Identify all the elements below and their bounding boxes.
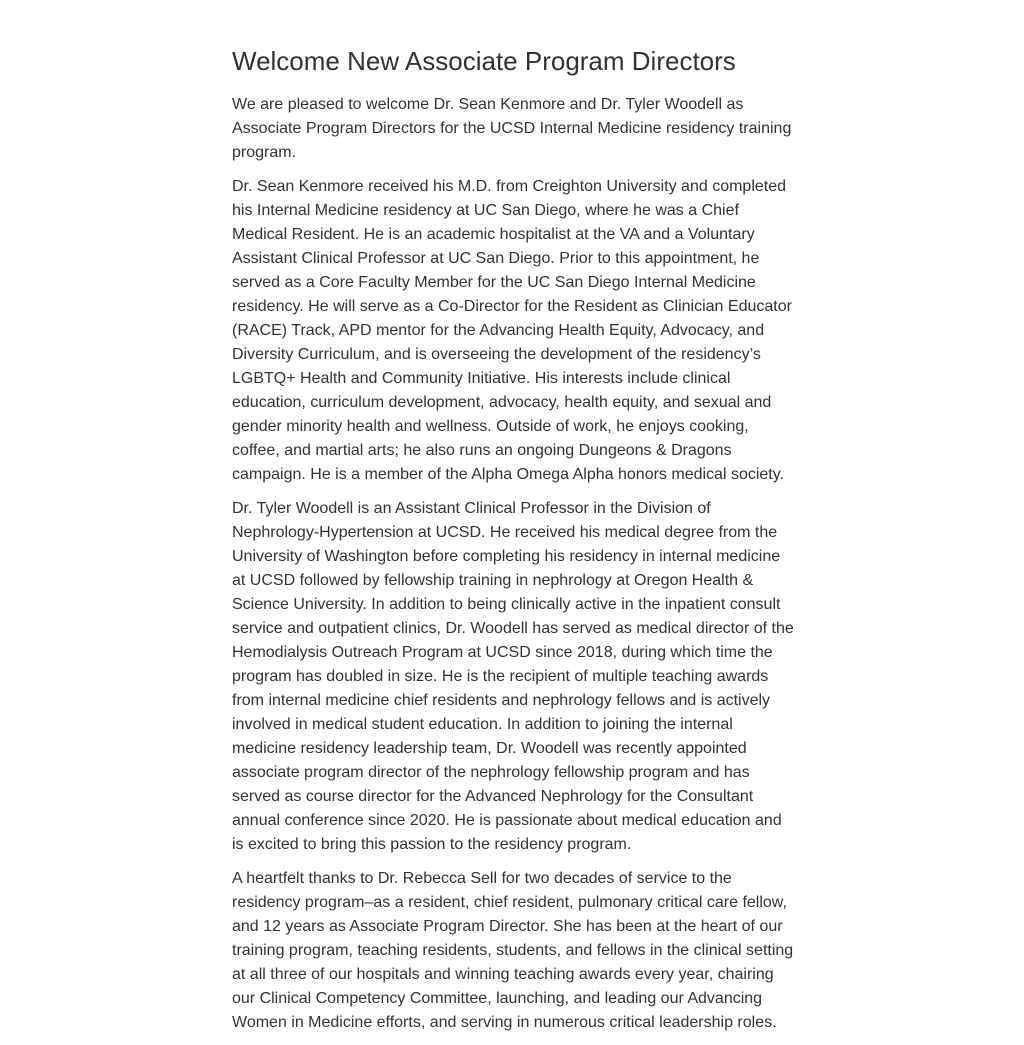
kenmore-bio-paragraph: Dr. Sean Kenmore received his M.D. from Creighton University and completed his Internal Medicine residency at UC San Diego, where he was a Chief Medical Resident. He is an academic hospitalist at the VA and a Voluntary Assistant Clinical Professor at UC San Diego. Prior to this appointment, he served as a Core Faculty Member for the UC San Diego Internal Medicine residency. He will serve as a Co-Director for the Resident as Clinician Educator (RACE) Track, APD mentor for the Advancing Health Equity, Advocacy, and Diversity Curriculum, and is overseeing the development of the residency’s LGBTQ+ Health and Community Initiative. His interests include clinical education, curriculum development, advocacy, health equity, and sexual and gender minority health and wellness. Outside of work, he enjoys cooking, coffee, and martial arts; he also runs an ongoing Dungeons & Dragons campaign. He is a member of the Alpha Omega Alpha honors medical society. (232, 178, 792, 483)
intro-paragraph: We are pleased to welcome Dr. Sean Kenmore and Dr. Tyler Woodell as Associate Program Directors for the UCSD Internal Medicine residency training program. (232, 96, 792, 161)
sell-thanks-paragraph: A heartfelt thanks to Dr. Rebecca Sell for two decades of service to the residency program–as a resident, chief resident, pulmonary critical care fellow, and 12 years as Associate Program Director. She has been at the heart of our training program, teaching residents, students, and fellows in the clinical setting at all three of our hospitals and winning teaching awards every year, chairing our Clinical Competency Committee, launching, and leading our Advancing Women in Medicine efforts, and serving in numerous critical leadership roles. (232, 870, 794, 1031)
article (232, 44, 796, 1045)
page-title: Welcome New Associate Program Directors (232, 46, 736, 76)
woodell-bio-paragraph: Dr. Tyler Woodell is an Assistant Clinical Professor in the Division of Nephrology-Hypertension at UCSD. He received his medical degree from the University of Washington before completing his residency in internal medicine at UCSD followed by fellowship training in nephrology at Oregon Health & Science University. In addition to being clinically active in the inpatient consult service and outpatient clinics, Dr. Woodell has served as medical director of the Hemodialysis Outreach Program at UCSD since 2018, during which time the program has doubled in size. He is the recipient of multiple teaching awards from internal medicine chief residents and nephrology fellows and is actively involved in medical student education. In addition to joining the internal medicine residency leadership team, Dr. Woodell was recently appointed associate program director of the nephrology fellowship program and has served as course director for the Advanced Nephrology for the Consultant annual conference since 2020. He is passionate about medical education and is excited to bring this passion to the residency program. (232, 500, 794, 853)
